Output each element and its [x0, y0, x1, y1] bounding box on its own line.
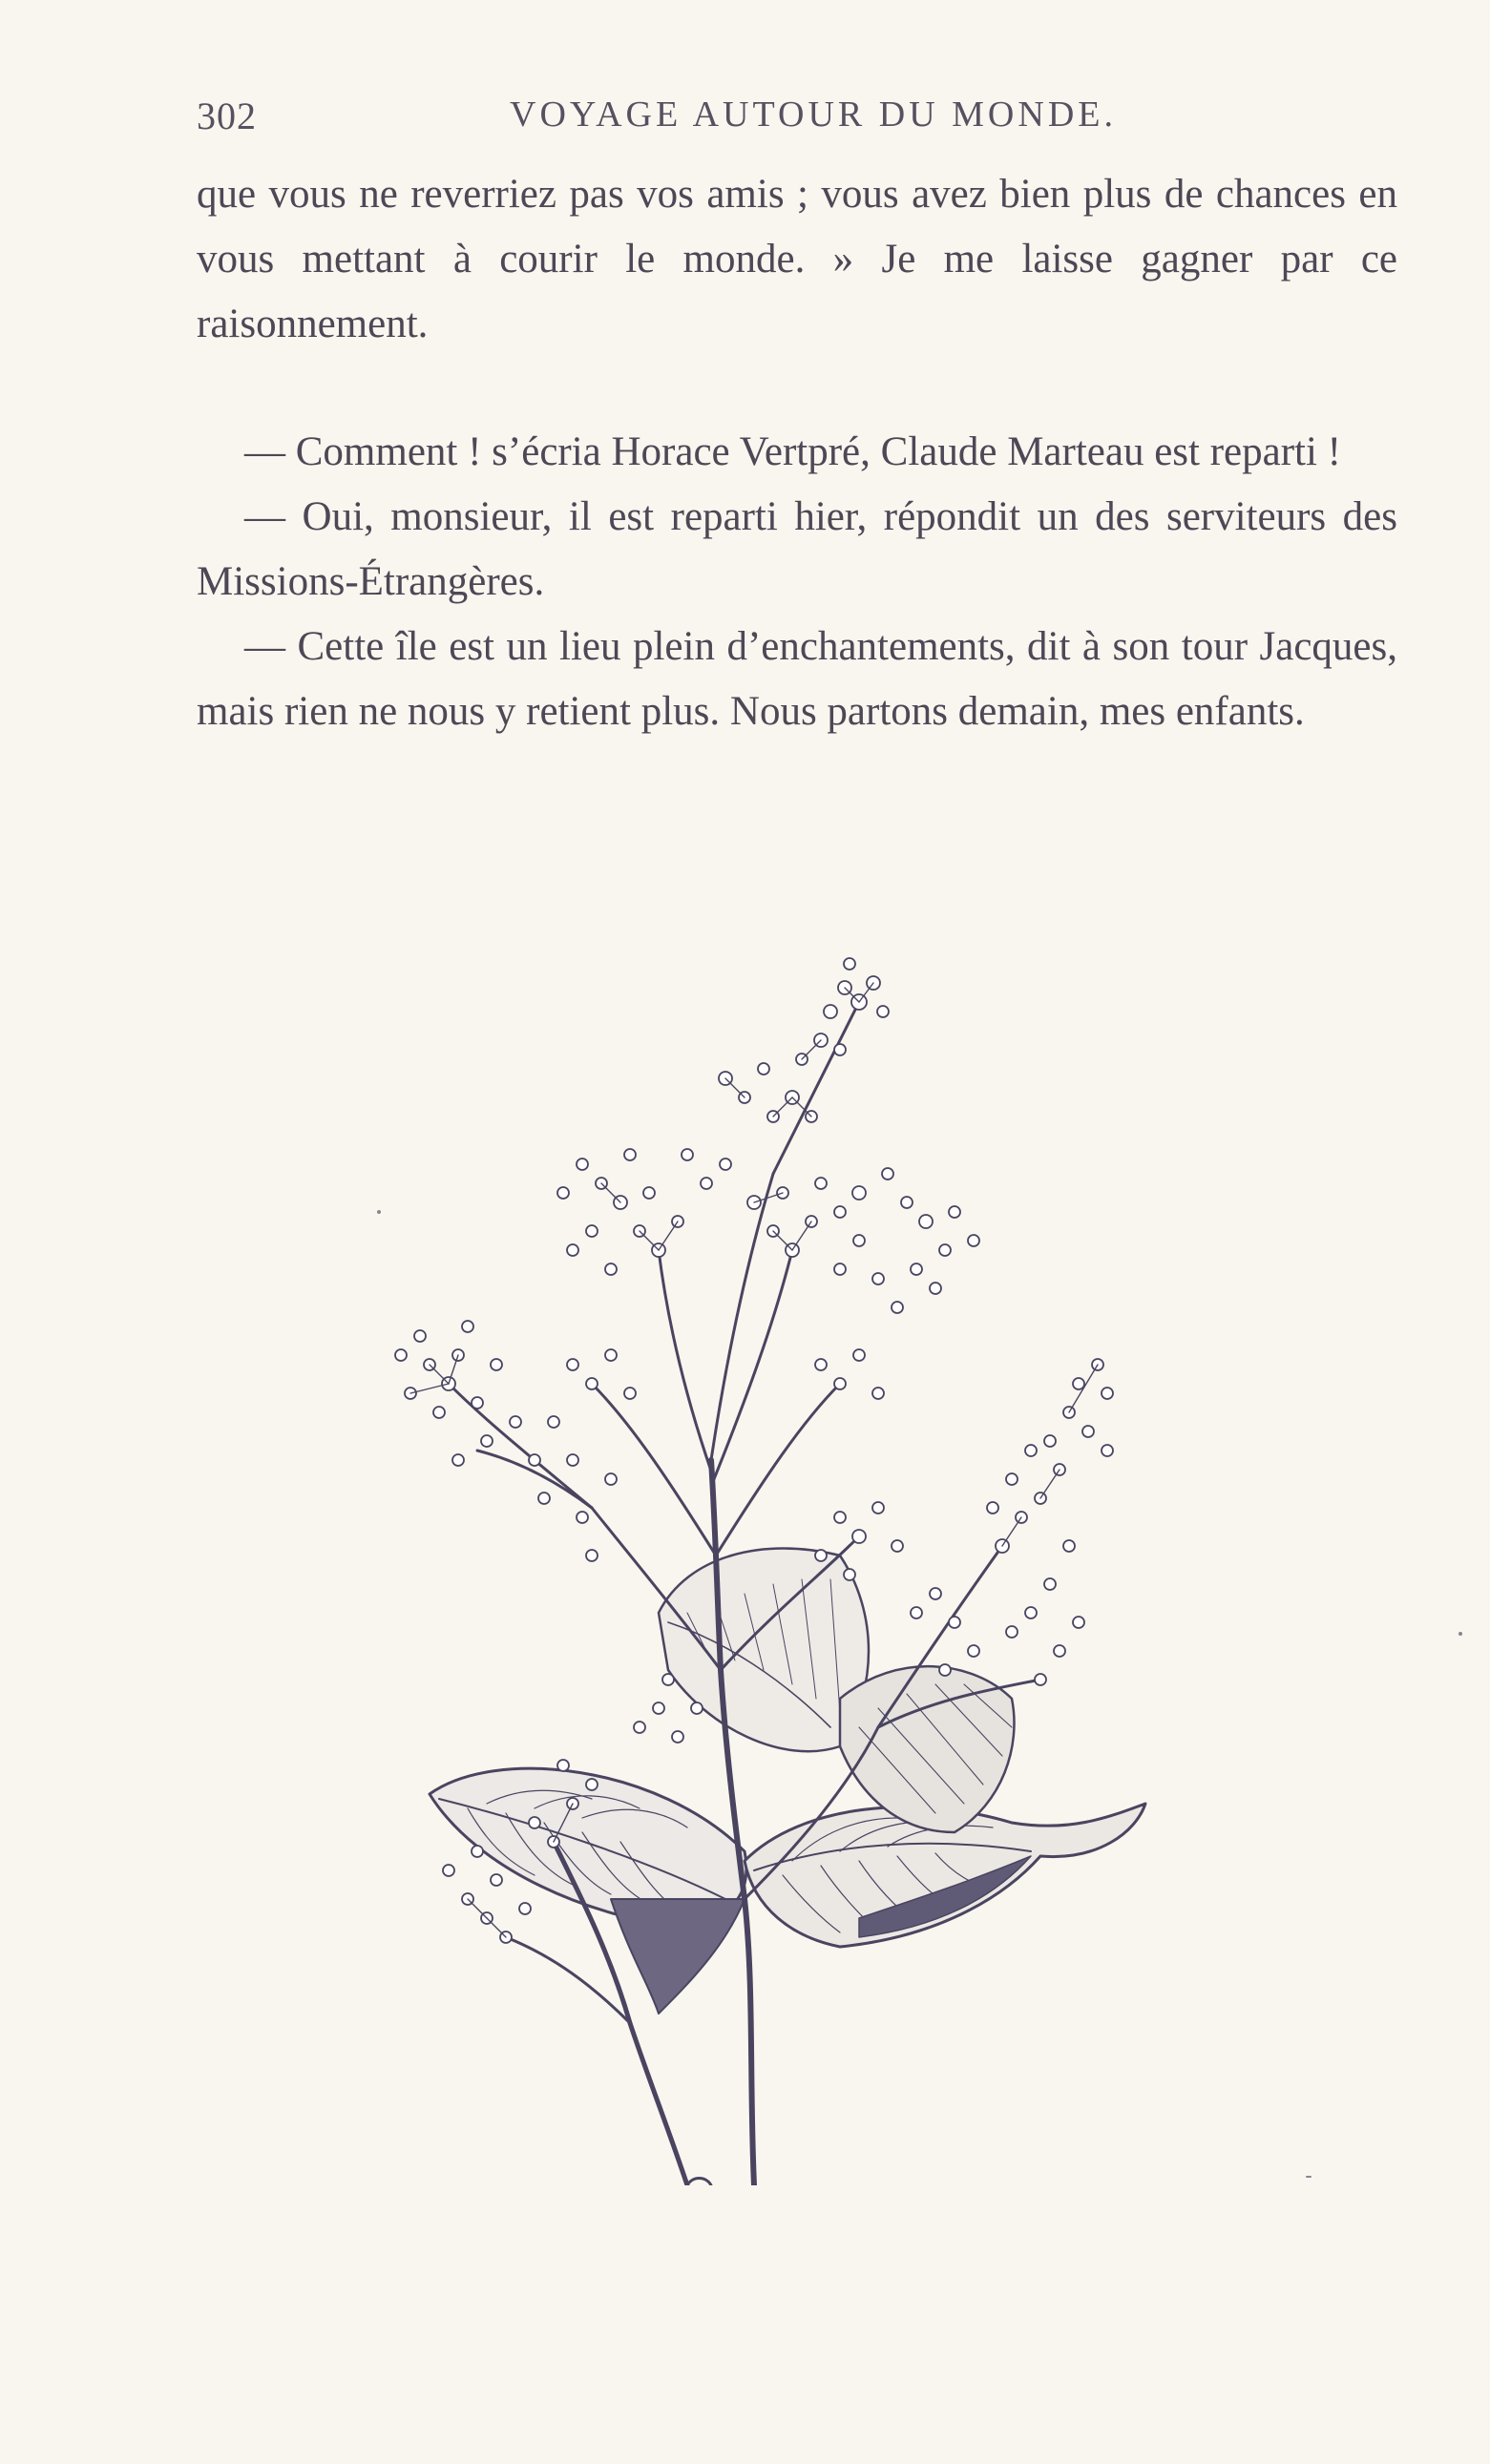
paragraph-dialogue-3: — Cette île est un lieu plein d’enchantements, dit à son tour Jacques, mais rien ne nous y retient plus. Nous partons demain, mes enfants. [197, 624, 1397, 734]
leaf-middle [659, 1549, 869, 1752]
paragraph-dialogue-1: — Comment ! s’écria Horace Vertpré, Claude Marteau est reparti ! [244, 429, 1341, 474]
paper-speck [377, 1210, 381, 1214]
paper-speck [1306, 2176, 1312, 2178]
paper-speck [1459, 1632, 1462, 1636]
paragraph-dialogue-2: — Oui, monsieur, il est reparti hier, répondit un des serviteurs des Missions-Étrangères. [197, 494, 1397, 604]
plant-engraving-illustration [344, 887, 1203, 2185]
running-head [197, 94, 1397, 141]
plant-engraving-svg [344, 887, 1203, 2185]
page-number: 302 [197, 94, 257, 137]
leaf-lower-left-underside [611, 1899, 745, 2014]
paragraph-continuation: que vous ne reverriez pas vos amis ; vous avez bien plus de chances en vous mettant à courir le monde. » Je me laisse gagner par ce raisonnement. [197, 172, 1397, 346]
running-title: VOYAGE AUTOUR DU MONDE. [510, 94, 1117, 135]
